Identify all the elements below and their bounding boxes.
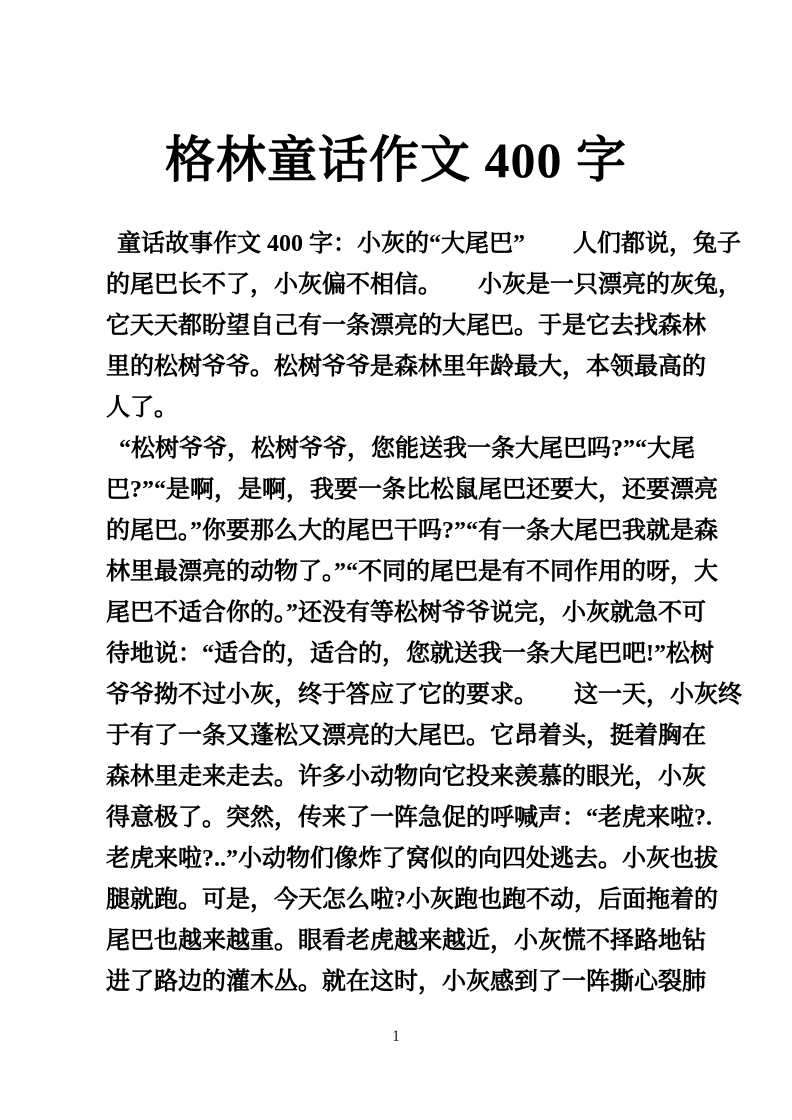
text-line: 的尾巴。”你要那么大的尾巴干吗?”“有一条大尾巴我就是森 — [106, 518, 718, 544]
text-line: 森林里走来走去。许多小动物向它投来羡慕的眼光，小灰 — [106, 764, 706, 790]
text-line: 老虎来啦?..”小动物们像炸了窝似的向四处逃去。小灰也拔 — [106, 846, 718, 872]
text-line: 爷爷拗不过小灰，终于答应了它的要求。 这一天，小灰终 — [106, 682, 742, 708]
text-line: “松树爷爷，松树爷爷，您能送我一条大尾巴吗?”“大尾 — [119, 436, 695, 462]
text-line: 童话故事作文 400 字：小灰的“大尾巴” 人们都说，兔子 — [117, 231, 741, 257]
text-line: 进了路边的灌木丛。就在这时，小灰感到了一阵撕心裂肺 — [106, 969, 706, 995]
text-line: 尾巴不适合你的。”还没有等松树爷爷说完，小灰就急不可 — [106, 600, 706, 626]
page-number: 1 — [392, 1028, 400, 1045]
paragraph-2 — [106, 429, 742, 1003]
text-line: 的尾巴长不了，小灰偏不相信。 小灰是一只漂亮的灰兔， — [106, 272, 742, 298]
document-body — [106, 224, 742, 1003]
text-line: 人了。 — [106, 395, 178, 421]
text-line: 腿就跑。可是，今天怎么啦?小灰跑也跑不动，后面拖着的 — [106, 887, 718, 913]
text-line: 巴?”“是啊，是啊，我要一条比松鼠尾巴还要大，还要漂亮 — [106, 477, 718, 503]
text-line: 里的松树爷爷。松树爷爷是森林里年龄最大，本领最高的 — [106, 354, 706, 380]
paragraph-1 — [106, 224, 742, 429]
text-line: 林里最漂亮的动物了。”“不同的尾巴是有不同作用的呀，大 — [106, 559, 718, 585]
document-title: 格林童话作文 400 字 — [165, 132, 627, 188]
text-line: 它天天都盼望自己有一条漂亮的大尾巴。于是它去找森林 — [106, 313, 706, 339]
text-line: 得意极了。突然，传来了一阵急促的呼喊声：“老虎来啦?. — [106, 805, 712, 831]
text-line: 尾巴也越来越重。眼看老虎越来越近，小灰慌不择路地钻 — [106, 928, 706, 954]
text-line: 于有了一条又蓬松又漂亮的大尾巴。它昂着头，挺着胸在 — [106, 723, 706, 749]
text-line: 待地说：“适合的，适合的，您就送我一条大尾巴吧!”松树 — [106, 641, 714, 667]
